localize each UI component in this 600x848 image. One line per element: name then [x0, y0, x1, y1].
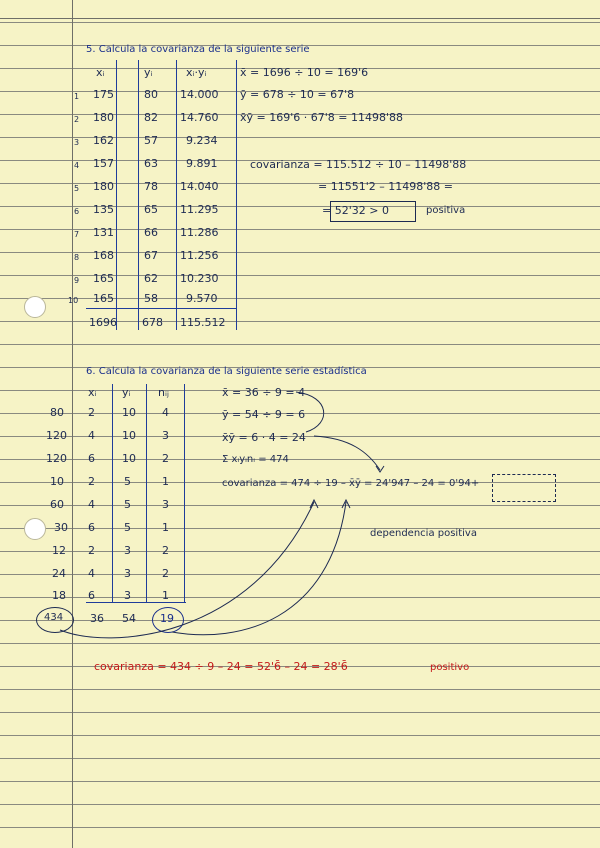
table5-y: 63	[144, 157, 158, 170]
table6-header: xᵢ	[88, 386, 97, 399]
row-number: 6	[74, 207, 80, 216]
ex6-mean-product: x̄ȳ = 6 · 4 = 24	[222, 431, 306, 444]
table6-y: 3	[124, 589, 131, 602]
table5-y: 57	[144, 134, 158, 147]
table6-x: 4	[88, 429, 95, 442]
table5-xy: 11.295	[180, 203, 219, 216]
table5-y: 58	[144, 292, 158, 305]
table6-header: nᵢⱼ	[158, 386, 169, 399]
table6-y: 3	[124, 544, 131, 557]
table6-y: 3	[124, 567, 131, 580]
table5-x: 165	[93, 272, 114, 285]
table6-x: 6	[88, 521, 95, 534]
table6-y: 10	[122, 406, 136, 419]
teacher-correction-word: positivo	[430, 662, 470, 673]
table5-y: 62	[144, 272, 158, 285]
ex6-sum-products: Σ xᵢyᵢnᵢ = 474	[222, 454, 289, 465]
table6-x: 2	[88, 475, 95, 488]
table6-y: 10	[122, 452, 136, 465]
ex5-mean-x: x̄ = 1696 ÷ 10 = 169'6	[240, 66, 369, 79]
row-number: 9	[74, 276, 80, 285]
table5-x: 168	[93, 249, 114, 262]
table6-x: 6	[88, 589, 95, 602]
row-number: 5	[74, 184, 80, 193]
table6-n: 1	[162, 589, 169, 602]
table6-x: 2	[88, 406, 95, 419]
table5-y: 82	[144, 111, 158, 124]
table6-y: 5	[124, 521, 131, 534]
table6-y: 5	[124, 498, 131, 511]
exercise-6-title: 6. Calcula la covarianza de la siguiente serie estadística	[86, 366, 367, 377]
table5-x: 157	[93, 157, 114, 170]
table6-n: 1	[162, 475, 169, 488]
table5-xy: 9.891	[186, 157, 218, 170]
table6-header: yᵢ	[122, 386, 131, 399]
row-number: 7	[74, 230, 80, 239]
table6-x: 4	[88, 498, 95, 511]
table5-x: 165	[93, 292, 114, 305]
table5-total-y: 678	[142, 316, 163, 329]
table5-x: 175	[93, 88, 114, 101]
table5-xy: 9.234	[186, 134, 218, 147]
table5-xy: 14.760	[180, 111, 219, 124]
table5-x: 135	[93, 203, 114, 216]
ex6-mean-x: x̄ = 36 ÷ 9 = 4	[222, 386, 306, 399]
table6-product: 18	[52, 589, 66, 602]
table5-x: 162	[93, 134, 114, 147]
row-number: 4	[74, 161, 80, 170]
table6-n: 2	[162, 452, 169, 465]
table6-product: 30	[54, 521, 68, 534]
table6-total-y: 54	[122, 612, 136, 625]
table5-xy: 11.256	[180, 249, 219, 262]
table5-xy: 11.286	[180, 226, 219, 239]
table6-y: 10	[122, 429, 136, 442]
table6-n: 2	[162, 567, 169, 580]
ex6-covariance: covarianza = 474 ÷ 19 – x̄ȳ = 24'947 – 24 = 0'94+	[222, 478, 480, 489]
table5-y: 80	[144, 88, 158, 101]
ex5-mean-product: x̄ȳ = 169'6 · 67'8 = 11498'88	[240, 111, 403, 124]
ex5-sign-word: positiva	[426, 205, 466, 216]
table6-x: 6	[88, 452, 95, 465]
table5-xy: 14.000	[180, 88, 219, 101]
row-number: 2	[74, 115, 80, 124]
table6-n: 4	[162, 406, 169, 419]
table5-x: 131	[93, 226, 114, 239]
table5-xy: 14.040	[180, 180, 219, 193]
ex5-covariance-result: = 52'32 > 0	[322, 204, 389, 217]
ex5-mean-y: ȳ = 678 ÷ 10 = 67'8	[240, 88, 355, 101]
table6-product: 60	[50, 498, 64, 511]
teacher-correction: covarianza = 434 ÷ 9 – 24 = 52'6̄ – 24 = 28'6̄	[94, 660, 348, 673]
table6-product: 12	[52, 544, 66, 557]
ex6-note: dependencia positiva	[370, 528, 477, 539]
table5-xy: 10.230	[180, 272, 219, 285]
exercise-5-title: 5. Calcula la covarianza de la siguiente serie	[86, 44, 310, 55]
table5-y: 67	[144, 249, 158, 262]
table6-n: 3	[162, 429, 169, 442]
table6-y: 5	[124, 475, 131, 488]
table6-product: 10	[50, 475, 64, 488]
table6-x: 4	[88, 567, 95, 580]
row-number: 10	[68, 296, 79, 305]
table5-header: xᵢ	[96, 66, 105, 79]
table6-product: 120	[46, 452, 67, 465]
table5-total-x: 1696	[89, 316, 117, 329]
table5-header: xᵢ·yᵢ	[186, 66, 207, 79]
table6-total-x: 36	[90, 612, 104, 625]
ex6-mean-y: ȳ = 54 ÷ 9 = 6	[222, 408, 306, 421]
row-number: 8	[74, 253, 80, 262]
table5-y: 66	[144, 226, 158, 239]
table6-n: 2	[162, 544, 169, 557]
table5-xy: 9.570	[186, 292, 218, 305]
row-number: 1	[74, 92, 80, 101]
table6-n: 1	[162, 521, 169, 534]
table5-x: 180	[93, 111, 114, 124]
table6-total-n: 19	[160, 612, 174, 625]
table5-x: 180	[93, 180, 114, 193]
ex5-covariance-line1: covarianza = 115.512 ÷ 10 – 11498'88	[250, 158, 467, 171]
table6-total-product: 434	[44, 612, 64, 623]
ex5-covariance-line2: = 11551'2 – 11498'88 =	[318, 180, 453, 193]
table5-y: 65	[144, 203, 158, 216]
table6-x: 2	[88, 544, 95, 557]
table6-product: 120	[46, 429, 67, 442]
table6-n: 3	[162, 498, 169, 511]
table6-product: 24	[52, 567, 66, 580]
table5-y: 78	[144, 180, 158, 193]
table6-product: 80	[50, 406, 64, 419]
table5-header: yᵢ	[144, 66, 153, 79]
row-number: 3	[74, 138, 80, 147]
table5-total-xy: 115.512	[180, 316, 226, 329]
